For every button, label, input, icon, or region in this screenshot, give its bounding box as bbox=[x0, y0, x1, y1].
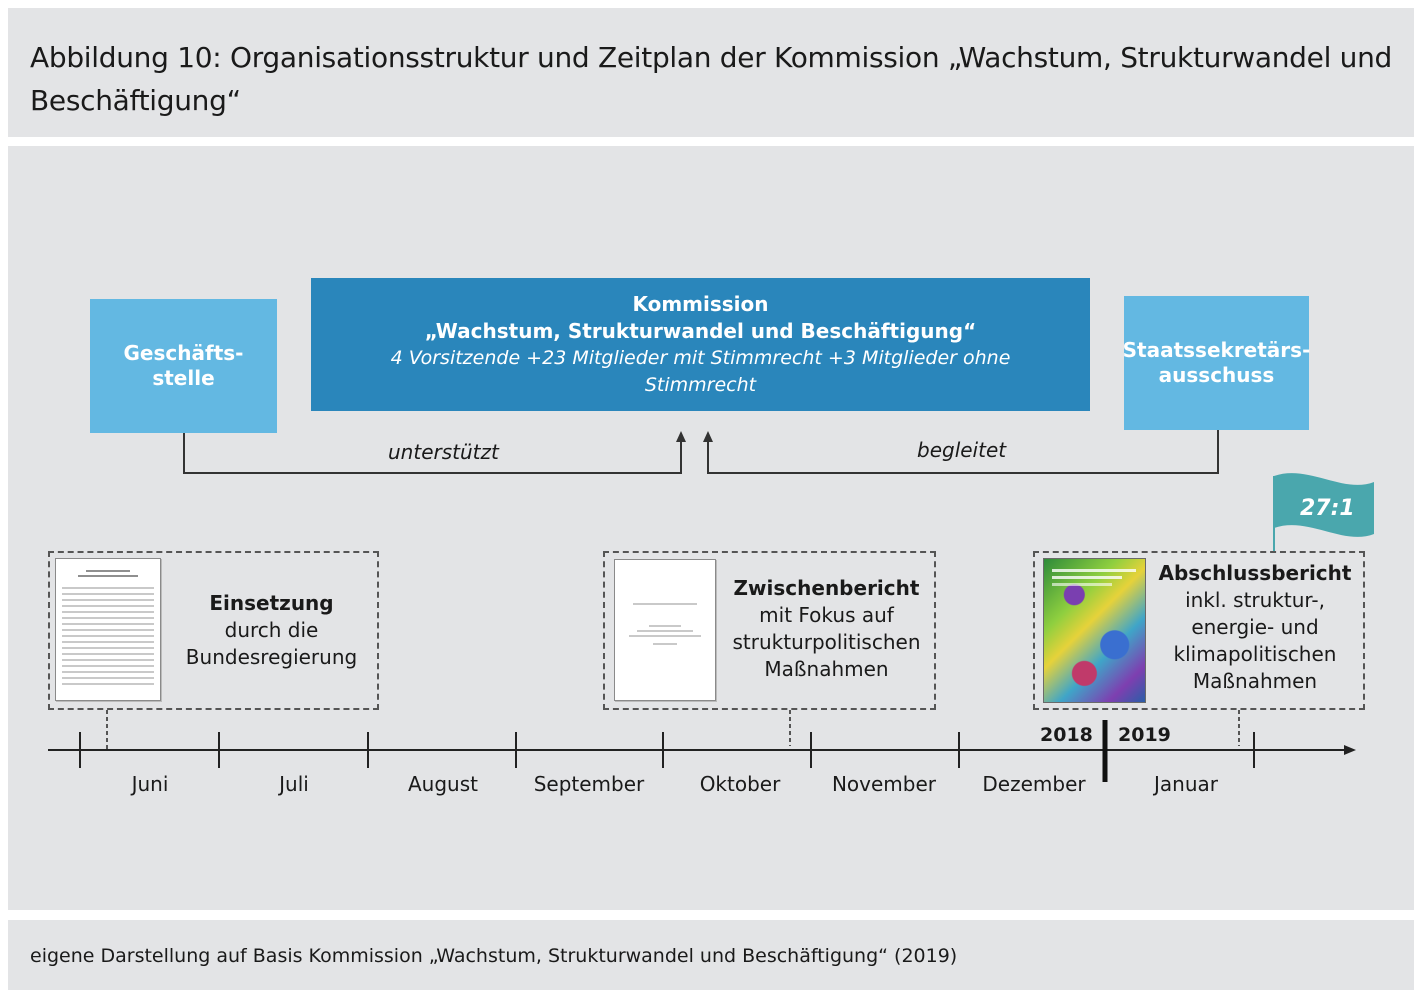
title-band bbox=[8, 8, 1414, 137]
milestone-abschlussbericht-line5: Maßnahmen bbox=[1192, 669, 1318, 693]
kommission-title-line1: Kommission bbox=[632, 291, 769, 316]
milestone-zwischenbericht-text bbox=[723, 575, 930, 683]
milestone-zwischenbericht-line2: mit Fokus auf bbox=[759, 603, 894, 627]
milestone-einsetzung-title: Einsetzung bbox=[209, 591, 334, 615]
kommission-title bbox=[425, 291, 976, 345]
milestone-abschlussbericht-line4: klimapolitischen bbox=[1173, 642, 1337, 666]
milestone-zwischenbericht bbox=[603, 551, 936, 710]
flag-label: 27:1 bbox=[1300, 496, 1355, 521]
kommission-box bbox=[311, 278, 1090, 411]
milestone-einsetzung-line2: durch die bbox=[224, 618, 319, 642]
milestone-abschlussbericht-title: Abschlussbericht bbox=[1158, 561, 1352, 585]
month-label: Oktober bbox=[699, 772, 781, 796]
document-thumbnail-icon bbox=[614, 559, 716, 701]
kommission-members: 4 Vorsitzende +23 Mitglieder mit Stimmrecht +3 Mitglieder ohne Stimmrecht bbox=[390, 346, 1011, 396]
label-unterstuetzt: unterstützt bbox=[388, 440, 499, 464]
source-note: eigene Darstellung auf Basis Kommission „Wachstum, Strukturwandel und Beschäftigung“ (2019) bbox=[30, 945, 958, 967]
month-label: November bbox=[831, 772, 937, 796]
milestone-zwischenbericht-title: Zwischenbericht bbox=[733, 576, 920, 600]
milestone-zwischenbericht-line4: Maßnahmen bbox=[764, 657, 889, 681]
milestone-einsetzung-text bbox=[168, 590, 375, 671]
year-2019: 2019 bbox=[1118, 724, 1171, 746]
month-label: August bbox=[408, 772, 478, 796]
label-begleitet: begleitet bbox=[917, 438, 1007, 462]
document-thumbnail-icon bbox=[55, 558, 161, 701]
milestone-abschlussbericht-line2: inkl. struktur-, bbox=[1185, 588, 1325, 612]
month-label: Dezember bbox=[982, 772, 1086, 796]
month-label: Juli bbox=[279, 772, 309, 796]
month-label: September bbox=[533, 772, 645, 796]
month-label: Januar bbox=[1154, 772, 1218, 796]
geschaeftsstelle-box bbox=[90, 299, 277, 433]
staatssekretaer-line1: Staatssekretärs- bbox=[1122, 338, 1311, 362]
milestone-zwischenbericht-line3: strukturpolitischen bbox=[732, 630, 921, 654]
milestone-abschlussbericht-line3: energie- und bbox=[1191, 615, 1319, 639]
staatssekretaersausschuss-box bbox=[1124, 296, 1309, 430]
milestone-abschlussbericht-text bbox=[1150, 560, 1360, 695]
geschaeftsstelle-line1: Geschäfts- bbox=[123, 341, 244, 365]
geschaeftsstelle-line2: stelle bbox=[152, 366, 215, 390]
year-2018: 2018 bbox=[1040, 724, 1093, 746]
source-band bbox=[8, 920, 1414, 990]
staatssekretaer-line2: ausschuss bbox=[1158, 363, 1275, 387]
milestone-abschlussbericht bbox=[1033, 551, 1365, 710]
arrowhead-left bbox=[676, 431, 686, 442]
figure-title: Abbildung 10: Organisationsstruktur und Zeitplan der Kommission „Wachstum, Strukturwandel und Beschäftigung“ bbox=[30, 41, 1393, 117]
report-cover-image bbox=[1043, 558, 1146, 703]
diagram-area bbox=[8, 146, 1414, 910]
arrowhead-right bbox=[703, 431, 713, 442]
month-label: Juni bbox=[131, 772, 169, 796]
time-axis-arrowhead bbox=[1344, 745, 1356, 755]
milestone-einsetzung bbox=[48, 551, 379, 710]
kommission-title-line2: „Wachstum, Strukturwandel und Beschäftigung“ bbox=[424, 318, 977, 343]
milestone-einsetzung-line3: Bundesregierung bbox=[185, 645, 358, 669]
